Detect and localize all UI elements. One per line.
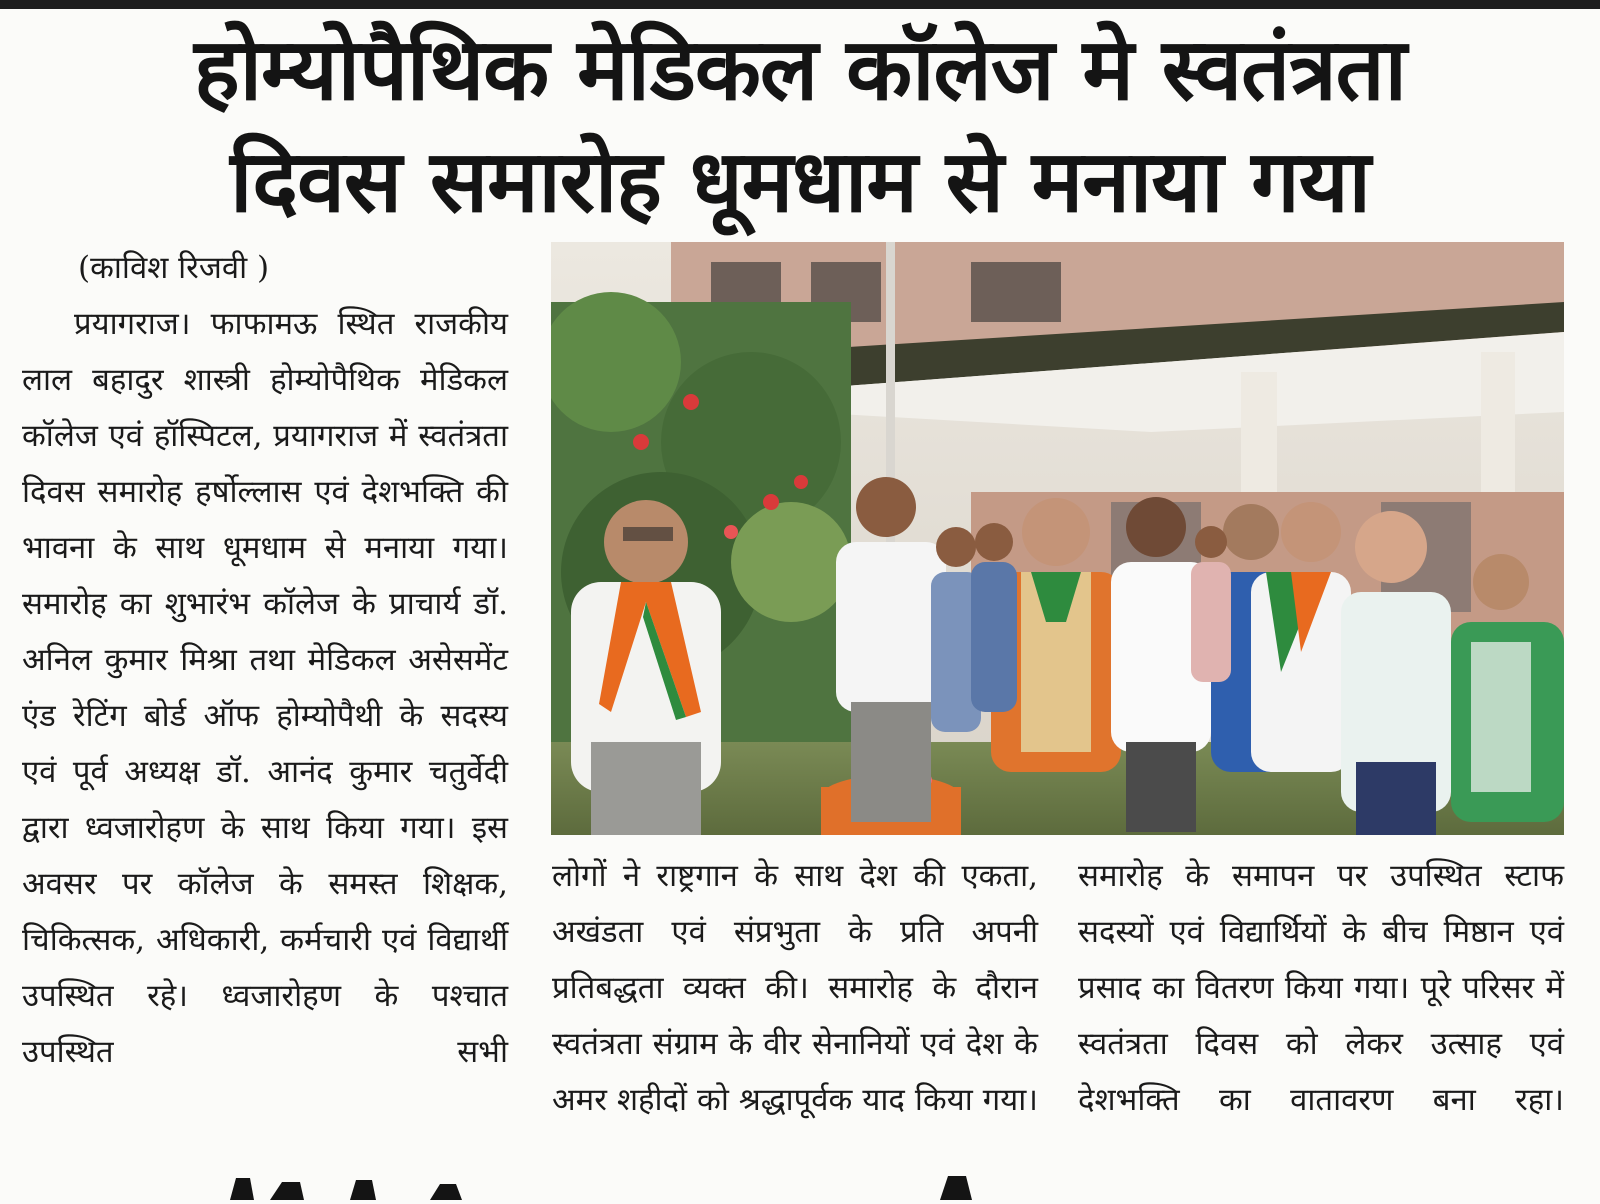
column-2-text: लोगों ने राष्ट्रगान के साथ देश की एकता, अखंडता एवं संप्रभुता के प्रति अपनी प्रतिबद्धता व्यक्त की। समारोह के दौरान स्वतंत्रता संग्राम के वीर सेनानियों एवं देश के अमर शहीदों को श्रद्धापूर्वक याद किया गया। <box>552 858 1038 1118</box>
next-article-cutoff <box>0 1172 1600 1200</box>
article-column-1 <box>22 240 508 1080</box>
headline <box>20 14 1580 238</box>
flag-hoisting-photo-illustration <box>551 242 1564 835</box>
byline: (काविश रिजवी ) <box>78 250 270 286</box>
article-column-3 <box>1078 848 1564 1128</box>
article-column-2 <box>552 848 1038 1128</box>
top-rule <box>0 0 1600 9</box>
column-1-text: प्रयागराज। फाफामऊ स्थित राजकीय लाल बहादुर शास्त्री होम्योपैथिक मेडिकल कॉलेज एवं हॉस्पिटल, प्रयागराज में स्वतंत्रता दिवस समारोह हर्षोल्लास एवं देशभक्ति की भावना के साथ धूमधाम से मनाया गया। समारोह का शुभारंभ कॉलेज के प्राचार्य डॉ. अनिल कुमार मिश्रा तथा मेडिकल असेसमेंट एंड रेटिंग बोर्ड ऑफ होम्योपैथी के सदस्य एवं पूर्व अध्यक्ष डॉ. आनंद कुमार चतुर्वेदी द्वारा ध्वजारोहण के साथ किया गया। इस अवसर पर कॉलेज के समस्त शिक्षक, चिकित्सक, अधिकारी, कर्मचारी एवं विद्यार्थी उपस्थित रहे। ध्वजारोहण के पश्चात उपस्थित सभी <box>22 306 508 1070</box>
column-3-text: समारोह के समापन पर उपस्थित स्टाफ सदस्यों एवं विद्यार्थियों के बीच मिष्ठान एवं प्रसाद का वितरण किया गया। पूरे परिसर में स्वतंत्रता दिवस को लेकर उत्साह एवं देशभक्ति का वातावरण बना रहा। <box>1078 858 1564 1118</box>
cutoff-headline-fragments <box>0 1172 1600 1200</box>
headline-line-2: दिवस समारोह धूमधाम से मनाया गया <box>230 132 1370 232</box>
headline-line-1: होम्योपैथिक मेडिकल कॉलेज मे स्वतंत्रता <box>194 20 1406 120</box>
news-photo <box>551 242 1564 835</box>
